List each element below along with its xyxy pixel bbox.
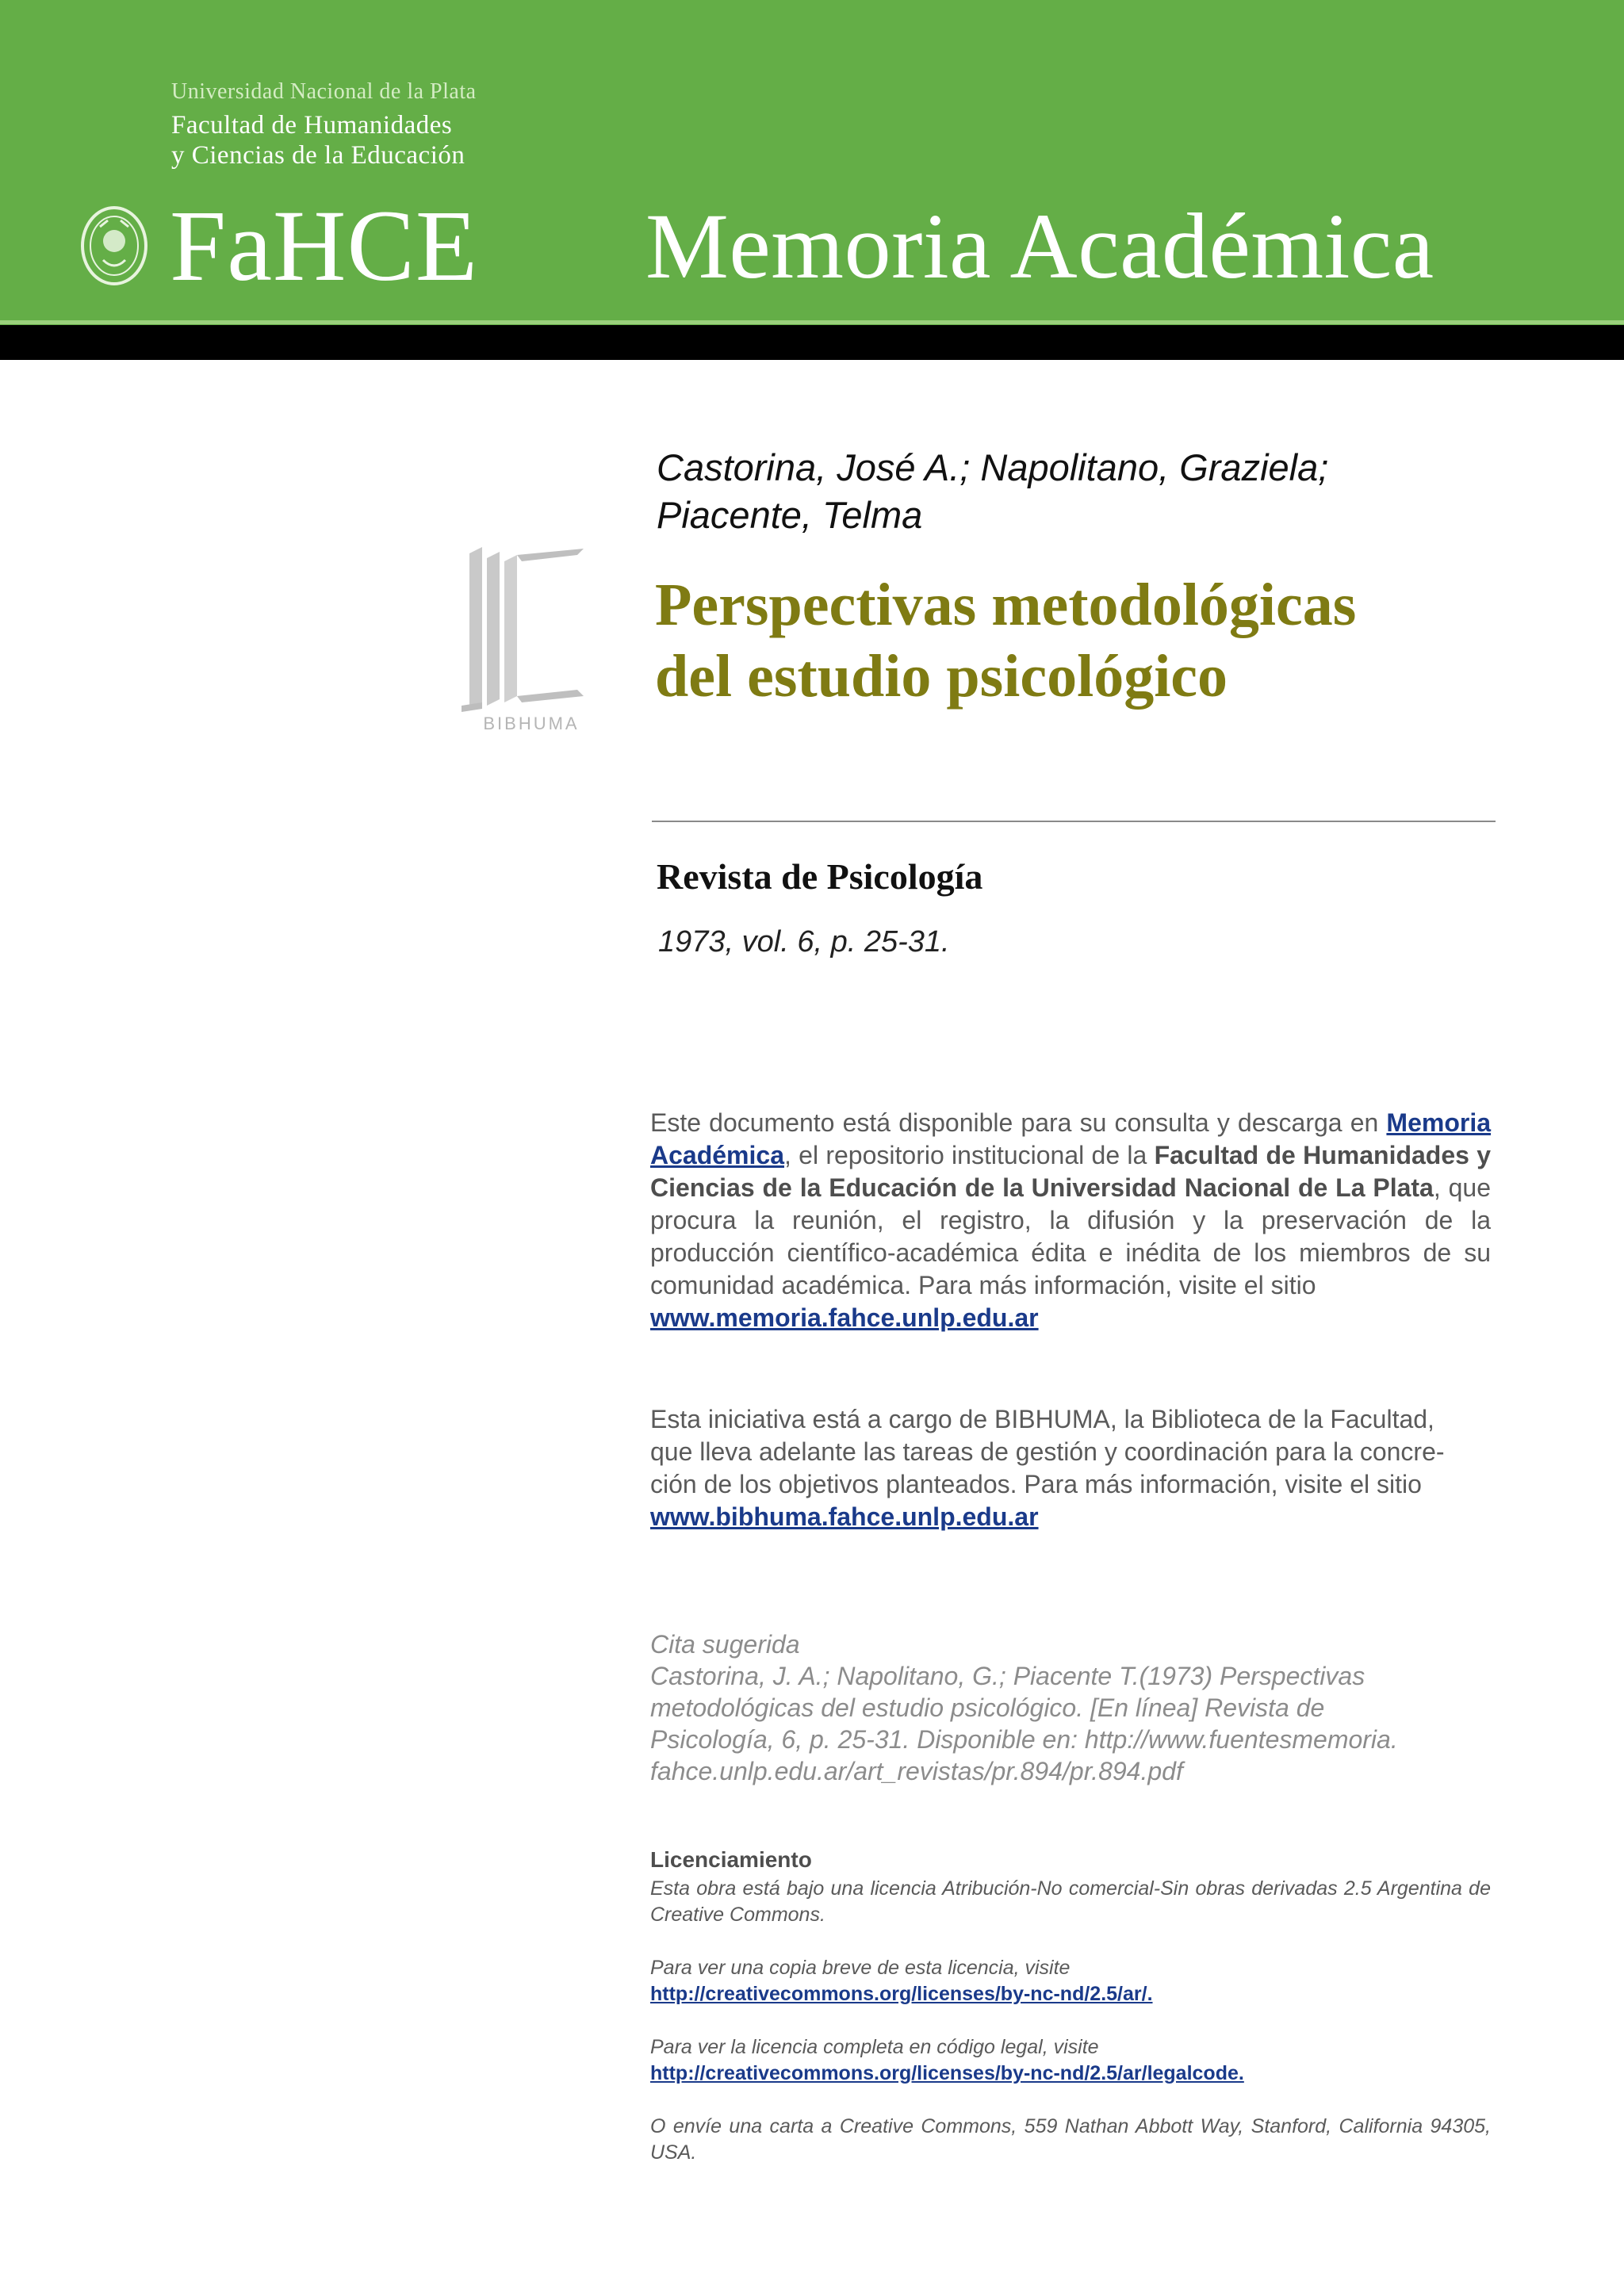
license-text: Esta obra está bajo una licencia Atribución-No comercial-Sin obras derivadas 2.5 Argentina de Creative Commons. — [650, 1877, 1491, 1926]
bibhuma-logo-label: BIBHUMA — [483, 714, 580, 733]
bibhuma-line3: ción de los objetivos planteados. Para más información, visite el sitio — [650, 1470, 1422, 1498]
title-divider — [652, 821, 1496, 822]
license-short-intro: Para ver una copia breve de esta licencia, visite — [650, 1957, 1071, 1979]
citation-line2: metodológicas del estudio psicológico. [En línea] Revista de — [650, 1693, 1325, 1722]
license-full-link[interactable]: http://creativecommons.org/licenses/by-nc-nd/2.5/ar/legalcode. — [650, 2062, 1244, 2084]
authors-line1: Castorina, José A.; Napolitano, Graziela; — [657, 446, 1329, 488]
bibhuma-books-icon — [458, 544, 601, 742]
header-black-bar — [0, 325, 1624, 360]
memoria-site-link[interactable]: www.memoria.fahce.unlp.edu.ar — [650, 1303, 1039, 1332]
license-full — [650, 2034, 1491, 2087]
license-mail: O envíe una carta a Creative Commons, 559 Nathan Abbott Way, Stanford, California 94305, USA. — [650, 2115, 1491, 2164]
memoria-academica-link[interactable]: Memoria Académica — [650, 1108, 1492, 1169]
citation-line4: fahce.unlp.edu.ar/art_revistas/pr.894/pr.894.pdf — [650, 1757, 1183, 1785]
availability-text-b: , el repositorio institucional de la — [783, 1141, 1147, 1169]
license-short-link[interactable]: http://creativecommons.org/licenses/by-nc-nd/2.5/ar/. — [650, 1983, 1153, 2005]
repository-title: Memoria Académica — [645, 194, 1434, 298]
authors — [657, 444, 1561, 539]
faculty-name-line2: y Ciencias de la Educación — [171, 141, 465, 170]
availability-text-c: , que procura la reunión, el registro, la difusión y la preservación de la producción científico-académica édita e inédita de los miembros de su comunidad académica. Para más información, visite el sitio — [650, 1173, 1492, 1299]
license-short — [650, 1955, 1491, 2007]
bibhuma-site-link[interactable]: www.bibhuma.fahce.unlp.edu.ar — [650, 1502, 1039, 1531]
title-line2: del estudio psicológico — [655, 643, 1228, 710]
citation-heading: Cita sugerida — [650, 1630, 800, 1659]
journal-name: Revista de Psicología — [657, 856, 983, 897]
authors-line2: Piacente, Telma — [657, 494, 923, 536]
availability-paragraph — [650, 1107, 1491, 1334]
header-banner — [0, 0, 1624, 325]
citation-line3: Psicología, 6, p. 25-31. Disponible en: http://www.fuentesmemoria. — [650, 1725, 1398, 1754]
suggested-citation — [650, 1628, 1491, 1787]
university-name: Universidad Nacional de la Plata — [171, 79, 477, 104]
faculty-name-line1: Facultad de Humanidades — [171, 111, 453, 140]
header-divider — [0, 320, 1624, 324]
citation-line1: Castorina, J. A.; Napolitano, G.; Piacente T.(1973) Perspectivas — [650, 1662, 1365, 1690]
document-title — [655, 569, 1591, 712]
title-line1: Perspectivas metodológicas — [655, 572, 1357, 638]
license-heading: Licenciamiento — [650, 1847, 812, 1872]
availability-text-a: Este documento está disponible para su consulta y descarga en — [650, 1108, 1379, 1137]
university-seal-icon — [78, 203, 151, 289]
fahce-logo-text: FaHCE — [170, 189, 478, 302]
license-full-intro: Para ver la licencia completa en código legal, visite — [650, 2036, 1099, 2058]
bibhuma-line1: Esta iniciativa está a cargo de BIBHUMA, la Biblioteca de la Facultad, — [650, 1405, 1434, 1433]
bibhuma-line2: que lleva adelante las tareas de gestión y coordinación para la concre- — [650, 1437, 1445, 1466]
bibhuma-paragraph — [650, 1403, 1491, 1533]
journal-volume: 1973, vol. 6, p. 25-31. — [658, 925, 950, 959]
faculty-bold-text: Facultad de Humanidades y Ciencias de la Educación de la Universidad Nacional de La Plata — [650, 1141, 1492, 1202]
